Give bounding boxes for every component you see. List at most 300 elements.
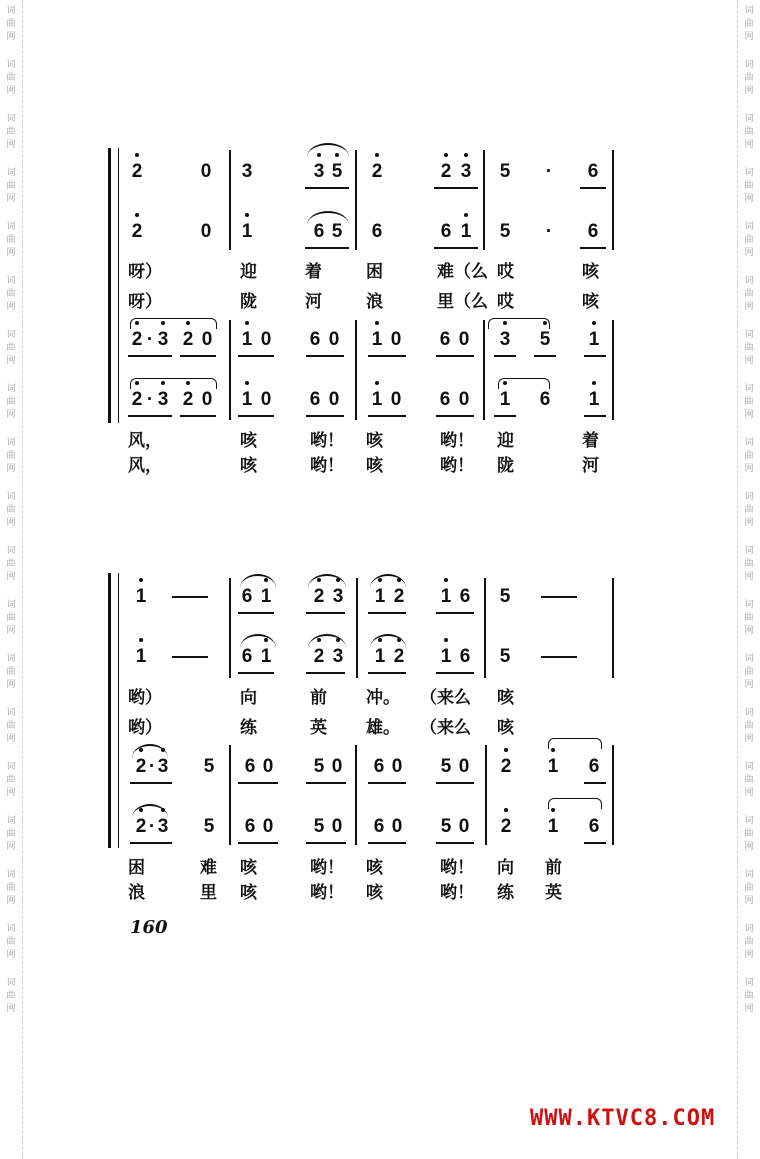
watermark-glyph: 曲	[744, 775, 754, 785]
lyric-syllable: 难（么	[437, 262, 488, 282]
watermark-glyph: 网	[744, 464, 754, 474]
watermark-glyph: 词	[6, 762, 16, 772]
lyric-syllable: 咳	[240, 883, 257, 903]
note-5: 5	[331, 221, 343, 242]
note-1: 1	[369, 586, 391, 608]
watermark-glyph: 网	[6, 356, 16, 366]
note-6: 6	[439, 329, 451, 350]
beam-underline	[306, 782, 346, 784]
lyric-syllable: （来么	[420, 688, 471, 708]
beam-underline	[434, 247, 478, 249]
note-0: 0	[458, 329, 470, 350]
note-3: 3	[152, 816, 174, 838]
note-2: 2	[126, 329, 148, 351]
barline	[229, 745, 231, 845]
watermark-glyph: 词	[6, 978, 16, 988]
beam-underline	[436, 782, 474, 784]
note-1: 1	[455, 221, 477, 243]
watermark-glyph: 曲	[744, 667, 754, 677]
note-2: 2	[130, 816, 152, 838]
watermark-glyph: 网	[744, 1004, 754, 1014]
watermark-glyph: 曲	[744, 289, 754, 299]
lyric-syllable: 前	[310, 688, 327, 708]
lyric-syllable: 哟）	[128, 718, 162, 738]
watermark-glyph: 曲	[744, 451, 754, 461]
watermark-glyph: 曲	[6, 937, 16, 947]
watermark-glyph: 网	[6, 410, 16, 420]
note-1: 1	[435, 646, 457, 668]
note-1: 1	[236, 329, 258, 351]
note-3: 3	[241, 161, 253, 182]
watermark-glyph: 曲	[6, 613, 16, 623]
beam-underline	[238, 782, 278, 784]
note-0: 0	[391, 756, 403, 777]
barline	[355, 150, 357, 250]
watermark-glyph: 词	[744, 330, 754, 340]
note-1: 1	[130, 586, 152, 608]
barline	[612, 578, 614, 678]
lyric-syllable: 哎	[497, 292, 514, 312]
watermark-glyph: 网	[744, 86, 754, 96]
upper-dot	[592, 381, 596, 385]
note-5: 5	[203, 816, 215, 837]
tie-bracket	[548, 798, 602, 809]
beam-underline	[238, 612, 274, 614]
beam-underline	[494, 415, 516, 417]
beam-underline	[584, 415, 606, 417]
slur-arc	[307, 211, 349, 225]
lyric-syllable: 哟！	[310, 883, 344, 903]
watermark-glyph: 网	[6, 194, 16, 204]
note-0: 0	[331, 816, 343, 837]
watermark-glyph: 曲	[6, 883, 16, 893]
watermark-glyph: 曲	[744, 397, 754, 407]
upper-dot	[375, 321, 379, 325]
system-brace-thin	[118, 573, 119, 848]
lyric-syllable: 咳	[240, 431, 257, 451]
lyric-syllable: 咳	[366, 456, 383, 476]
note-0: 0	[201, 389, 213, 410]
note-0: 0	[200, 161, 212, 182]
dot-note: ·	[148, 756, 156, 777]
slur-arc	[132, 804, 168, 818]
beam-underline	[368, 355, 406, 357]
lyric-syllable: 咳	[366, 858, 383, 878]
watermark-glyph: 词	[744, 600, 754, 610]
watermark-glyph: 曲	[6, 343, 16, 353]
system-brace	[108, 573, 117, 848]
dot-note: ·	[545, 221, 553, 242]
note-6: 6	[588, 816, 600, 837]
beam-underline	[180, 355, 216, 357]
watermark-glyph: 词	[6, 600, 16, 610]
watermark-glyph: 网	[6, 572, 16, 582]
note-2: 2	[126, 161, 148, 183]
note-6: 6	[241, 586, 253, 607]
note-2: 2	[495, 816, 517, 838]
watermark-glyph: 网	[6, 680, 16, 690]
beam-underline	[306, 672, 345, 674]
beam-underline	[238, 355, 274, 357]
lyric-syllable: 哟）	[128, 688, 162, 708]
upper-dot	[135, 153, 139, 157]
beam-underline	[238, 672, 274, 674]
watermark-glyph: 网	[6, 842, 16, 852]
barline	[612, 745, 614, 845]
watermark-glyph: 曲	[6, 829, 16, 839]
watermark-glyph: 曲	[6, 559, 16, 569]
note-5: 5	[313, 756, 325, 777]
watermark-glyph: 曲	[6, 181, 16, 191]
note-1: 1	[255, 586, 277, 608]
note-6: 6	[587, 221, 599, 242]
watermark-glyph: 词	[6, 924, 16, 934]
upper-dot	[245, 321, 249, 325]
footer-url[interactable]: WWW.KTVC8.COM	[530, 1106, 716, 1131]
note-2: 2	[308, 586, 330, 608]
beam-underline	[306, 415, 344, 417]
beam-underline	[306, 842, 346, 844]
beam-underline	[368, 672, 406, 674]
upper-dot	[245, 381, 249, 385]
watermark-glyph: 词	[6, 222, 16, 232]
lyric-syllable: 着	[582, 431, 599, 451]
note-3: 3	[152, 329, 174, 351]
lyric-syllable: 迎	[240, 262, 257, 282]
note-1: 1	[255, 646, 277, 668]
note-0: 0	[390, 389, 402, 410]
note-1: 1	[366, 389, 388, 411]
system-brace-thin	[118, 148, 119, 423]
slur-arc	[308, 574, 346, 588]
beam-underline	[436, 842, 474, 844]
watermark-glyph: 曲	[744, 235, 754, 245]
beam-underline	[436, 672, 474, 674]
beam-underline	[306, 355, 344, 357]
watermark-glyph: 网	[744, 518, 754, 528]
watermark-glyph: 词	[744, 168, 754, 178]
watermark-glyph: 网	[6, 734, 16, 744]
note-1: 1	[583, 329, 605, 351]
watermark-glyph: 词	[744, 438, 754, 448]
beam-underline	[238, 415, 274, 417]
lyric-syllable: 浪	[366, 292, 383, 312]
watermark-glyph: 词	[6, 654, 16, 664]
lyric-syllable: 前	[545, 858, 562, 878]
note-6: 6	[309, 329, 321, 350]
watermark-glyph: 词	[744, 276, 754, 286]
beam-underline	[580, 247, 606, 249]
watermark-glyph: 词	[6, 60, 16, 70]
note-1: 1	[236, 389, 258, 411]
note-5: 5	[326, 161, 348, 183]
watermark-glyph: 网	[6, 464, 16, 474]
barline	[356, 578, 358, 678]
lyric-syllable: 风，	[128, 431, 162, 451]
beam-underline	[128, 415, 172, 417]
watermark-glyph: 词	[6, 546, 16, 556]
note-6: 6	[459, 586, 471, 607]
note-1: 1	[236, 221, 258, 243]
note-2: 2	[388, 586, 410, 608]
barline	[485, 745, 487, 845]
watermark-glyph: 网	[744, 32, 754, 42]
watermark-glyph: 词	[744, 6, 754, 16]
beam-underline	[436, 355, 474, 357]
watermark-glyph: 网	[6, 32, 16, 42]
watermark-glyph: 曲	[744, 721, 754, 731]
note-6: 6	[371, 221, 383, 242]
lyric-syllable: 陇	[240, 292, 257, 312]
lyric-syllable: 风，	[128, 456, 162, 476]
beam-underline	[584, 355, 606, 357]
upper-dot	[139, 578, 143, 582]
lyric-syllable: 咳	[497, 718, 514, 738]
note-0: 0	[458, 756, 470, 777]
slur-arc	[370, 574, 406, 588]
lyric-syllable: 难	[200, 858, 217, 878]
barline	[355, 320, 357, 420]
watermark-glyph: 词	[6, 114, 16, 124]
note-0: 0	[328, 329, 340, 350]
note-3: 3	[494, 329, 516, 351]
watermark-glyph: 曲	[6, 721, 16, 731]
lyric-syllable: 里（么	[437, 292, 488, 312]
note-5: 5	[499, 161, 511, 182]
watermark-glyph: 词	[6, 384, 16, 394]
upper-dot	[375, 381, 379, 385]
watermark-glyph: 曲	[744, 991, 754, 1001]
note-0: 0	[328, 389, 340, 410]
note-5: 5	[499, 221, 511, 242]
watermark-glyph: 网	[6, 788, 16, 798]
note-6: 6	[313, 221, 325, 242]
watermark-glyph: 词	[6, 330, 16, 340]
upper-dot	[504, 808, 508, 812]
watermark-glyph: 曲	[744, 73, 754, 83]
watermark-glyph: 曲	[744, 343, 754, 353]
note-0: 0	[391, 816, 403, 837]
tie-bracket	[498, 378, 550, 389]
watermark-glyph: 网	[744, 788, 754, 798]
watermark-glyph: 网	[6, 248, 16, 258]
note-0: 0	[260, 389, 272, 410]
note-0: 0	[458, 816, 470, 837]
lyric-syllable: 哟！	[310, 456, 344, 476]
barline	[229, 150, 231, 250]
note-2: 2	[177, 329, 199, 351]
watermark-glyph: 曲	[744, 559, 754, 569]
note-2: 2	[308, 646, 330, 668]
note-2: 2	[126, 389, 148, 411]
lyric-syllable: 着	[305, 262, 322, 282]
lyric-syllable: 咳	[366, 431, 383, 451]
watermark-glyph: 网	[6, 86, 16, 96]
watermark-glyph: 网	[744, 626, 754, 636]
note-5: 5	[499, 586, 511, 607]
note-6: 6	[439, 389, 451, 410]
watermark-glyph: 曲	[744, 505, 754, 515]
watermark-glyph: 词	[744, 762, 754, 772]
note-5: 5	[440, 816, 452, 837]
watermark-glyph: 网	[6, 1004, 16, 1014]
lyric-syllable: 向	[240, 688, 257, 708]
watermark-glyph: 词	[744, 708, 754, 718]
watermark-glyph: 网	[744, 572, 754, 582]
barline	[484, 578, 486, 678]
beam-underline	[305, 187, 349, 189]
watermark-glyph: 词	[744, 492, 754, 502]
watermark-glyph: 网	[6, 896, 16, 906]
watermark-glyph: 网	[6, 518, 16, 528]
note-2: 2	[126, 221, 148, 243]
lyric-syllable: 呀）	[128, 262, 162, 282]
dash-extension	[541, 656, 577, 658]
note-5: 5	[313, 816, 325, 837]
lyric-syllable: 哟！	[310, 858, 344, 878]
watermark-glyph: 词	[744, 546, 754, 556]
lyric-syllable: 雄。	[366, 718, 400, 738]
lyric-syllable: 练	[497, 883, 514, 903]
note-2: 2	[435, 161, 457, 183]
lyric-syllable: 咳	[497, 688, 514, 708]
watermark-glyph: 词	[6, 492, 16, 502]
watermark-glyph: 网	[744, 842, 754, 852]
note-1: 1	[542, 816, 564, 838]
watermark-glyph: 网	[744, 194, 754, 204]
beam-underline	[368, 842, 406, 844]
lyric-syllable: 哟！	[440, 431, 474, 451]
watermark-glyph: 曲	[6, 451, 16, 461]
lyric-syllable: 哟！	[310, 431, 344, 451]
beam-underline	[436, 612, 474, 614]
beam-underline	[436, 415, 474, 417]
note-6: 6	[459, 646, 471, 667]
watermark-glyph: 词	[6, 870, 16, 880]
watermark-glyph: 曲	[6, 235, 16, 245]
beam-underline	[368, 415, 406, 417]
lyric-syllable: 咳	[582, 262, 599, 282]
watermark-glyph: 曲	[6, 667, 16, 677]
tie-bracket	[130, 378, 217, 389]
watermark-glyph: 网	[6, 140, 16, 150]
watermark-glyph: 词	[744, 114, 754, 124]
upper-dot	[444, 153, 448, 157]
lyric-syllable: 咳	[582, 292, 599, 312]
note-0: 0	[458, 389, 470, 410]
watermark-glyph: 词	[6, 276, 16, 286]
note-6: 6	[539, 389, 551, 410]
beam-underline	[306, 612, 345, 614]
slur-arc	[240, 634, 276, 648]
note-6: 6	[244, 756, 256, 777]
upper-dot	[375, 153, 379, 157]
note-6: 6	[587, 161, 599, 182]
watermark-glyph: 曲	[6, 127, 16, 137]
barline	[612, 150, 614, 250]
watermark-glyph: 词	[6, 6, 16, 16]
note-1: 1	[542, 756, 564, 778]
barline	[483, 150, 485, 250]
watermark-glyph: 词	[6, 168, 16, 178]
watermark-glyph: 曲	[6, 397, 16, 407]
lyric-syllable: 陇	[497, 456, 514, 476]
slur-arc	[370, 634, 406, 648]
note-0: 0	[390, 329, 402, 350]
note-3: 3	[327, 586, 349, 608]
page-number: 160	[130, 917, 168, 938]
note-1: 1	[494, 389, 516, 411]
lyric-syllable: 英	[310, 718, 327, 738]
watermark-glyph: 网	[744, 248, 754, 258]
beam-underline	[434, 187, 478, 189]
beam-underline	[368, 782, 406, 784]
note-6: 6	[241, 646, 253, 667]
note-0: 0	[331, 756, 343, 777]
note-0: 0	[260, 329, 272, 350]
watermark-glyph: 网	[744, 302, 754, 312]
dash-extension	[541, 596, 577, 598]
note-1: 1	[366, 329, 388, 351]
watermark-glyph: 网	[744, 734, 754, 744]
upper-dot	[464, 213, 468, 217]
lyric-syllable: 哟！	[440, 456, 474, 476]
barline	[355, 745, 357, 845]
watermark-glyph: 曲	[6, 991, 16, 1001]
watermark-glyph: 网	[6, 950, 16, 960]
note-3: 3	[327, 646, 349, 668]
watermark-glyph: 网	[744, 680, 754, 690]
note-0: 0	[200, 221, 212, 242]
watermark-glyph: 曲	[744, 937, 754, 947]
upper-dot	[504, 748, 508, 752]
lyric-syllable: 河	[582, 456, 599, 476]
watermark-glyph: 词	[744, 978, 754, 988]
slur-arc	[132, 744, 168, 758]
note-6: 6	[309, 389, 321, 410]
lyric-syllable: 咳	[366, 883, 383, 903]
watermark-glyph: 曲	[6, 289, 16, 299]
lyric-syllable: 咳	[240, 858, 257, 878]
lyric-syllable: 练	[240, 718, 257, 738]
tie-bracket	[130, 318, 217, 329]
note-2: 2	[495, 756, 517, 778]
upper-dot	[135, 213, 139, 217]
note-3: 3	[455, 161, 477, 183]
upper-dot	[592, 321, 596, 325]
lyric-syllable: 迎	[497, 431, 514, 451]
lyric-syllable: 困	[366, 262, 383, 282]
dot-note: ·	[148, 816, 156, 837]
upper-dot	[139, 638, 143, 642]
note-6: 6	[244, 816, 256, 837]
watermark-glyph: 曲	[6, 73, 16, 83]
beam-underline	[580, 187, 606, 189]
barline	[612, 320, 614, 420]
beam-underline	[305, 247, 349, 249]
lyric-syllable: 浪	[128, 883, 145, 903]
note-2: 2	[177, 389, 199, 411]
watermark-glyph: 曲	[744, 19, 754, 29]
dash-extension	[172, 596, 208, 598]
lyric-syllable: 咳	[240, 456, 257, 476]
tie-bracket	[548, 738, 602, 749]
slur-arc	[240, 574, 276, 588]
lyric-syllable: 呀）	[128, 292, 162, 312]
beam-underline	[128, 355, 172, 357]
watermark-glyph: 网	[6, 626, 16, 636]
note-2: 2	[366, 161, 388, 183]
